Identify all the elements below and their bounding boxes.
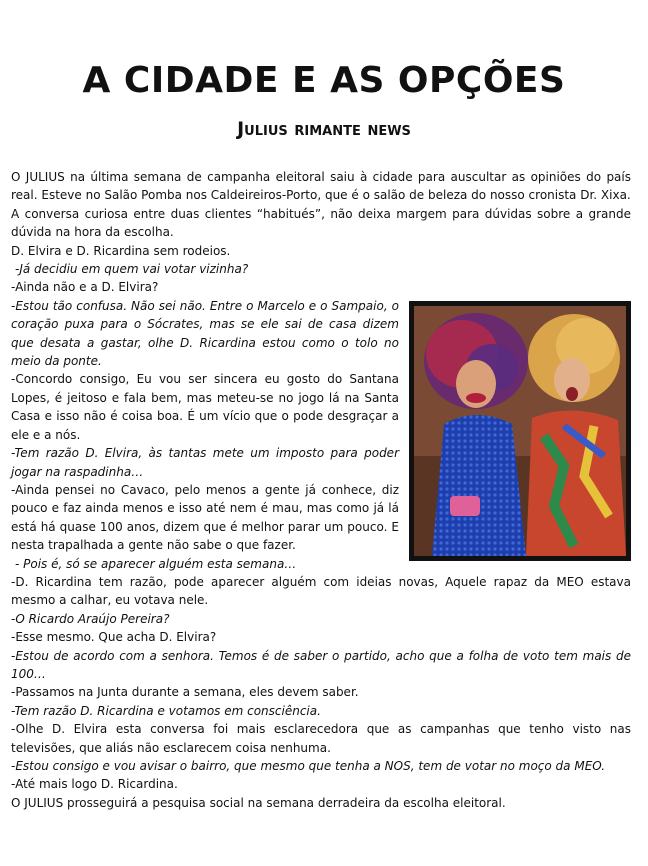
dialogue-line: -Ainda não e a D. Elvira?: [11, 280, 159, 295]
paragraph: O JULIUS na última semana de campanha eleitoral saiu à cidade para auscultar as opiniões do país real. Esteve no Salão Pomba nos Caldeireiros-Porto, que é o salão de beleza do nosso cronista Dr. Xixa.: [11, 170, 631, 203]
dialogue-line: -Passamos na Junta durante a semana, eles devem saber.: [11, 685, 359, 700]
dialogue-line: -Tem razão D. Elvira, às tantas mete um imposto para poder jogar na raspadinha…: [11, 446, 399, 479]
dialogue-line: -Já decidiu em quem vai votar vizinha?: [15, 262, 249, 277]
paragraph: D. Elvira e D. Ricardina sem rodeios.: [11, 243, 231, 258]
dialogue-line: -Concordo consigo, Eu vou ser sincera eu gosto do Santana Lopes, é jeitoso e fala bem, mas meteu-se no jogo lá na Santa Casa e isso não é coisa boa. É um vício que o pode desgraçar a ele e a nós.: [11, 372, 399, 442]
dialogue-line: -Tem razão D. Ricardina e votamos em consciência.: [11, 703, 321, 718]
dialogue-line: -Estou consigo e vou avisar o bairro, que mesmo que tenha a NOS, tem de votar no moço da MEO.: [11, 759, 606, 773]
dialogue-line: -Ainda pensei no Cavaco, pelo menos a gente já conhece, diz pouco e faz ainda menos e isso até nem é mau, mas como já lá está há quase 100 anos, dizem que é melhor parar um pouco. E nesta trapalhada a gente não sabe o que fazer.: [11, 482, 399, 553]
article-title: A CIDADE E AS OPÇÕES: [82, 60, 566, 101]
paragraph: A conversa curiosa entre duas clientes “habitués”, não deixa margem para dúvidas sobre a grande dúvida na hora da escolha.: [11, 206, 631, 240]
paragraph: O JULIUS prosseguirá a pesquisa social na semana derradeira da escolha eleitoral.: [11, 795, 506, 810]
dialogue-line: -O Ricardo Araújo Pereira?: [11, 611, 170, 626]
dialogue-line: -Estou de acordo com a senhora. Temos é de saber o partido, acho que a folha de voto tem mais de 100…: [11, 648, 631, 681]
dialogue-line: -Estou tão confusa. Não sei não. Entre o Marcelo e o Sampaio, o coração puxa para o Sócrates, mas se ele sai de casa dizem que desata a gastar, olhe D. Ricardina estou como o tolo no meio da ponte.: [11, 298, 399, 369]
dialogue-line: -D. Ricardina tem razão, pode aparecer alguém com ideias novas, Aquele rapaz da MEO estava mesmo a calhar, eu votava nele.: [11, 574, 631, 608]
article-photo: [409, 301, 631, 561]
dialogue-line: -Esse mesmo. Que acha D. Elvira?: [11, 630, 217, 645]
dialogue-line: - Pois é, só se aparecer alguém esta semana…: [15, 556, 297, 571]
article-body: [11, 168, 631, 812]
article-subtitle: Julius rimante news: [237, 118, 411, 140]
photo-illustration: [414, 306, 626, 556]
dialogue-line: -Até mais logo D. Ricardina.: [11, 777, 178, 792]
dialogue-line: -Olhe D. Elvira esta conversa foi mais esclarecedora que as campanhas que tenho visto nas televisões, que aliás não esclarecem coisa nenhuma.: [11, 722, 631, 755]
